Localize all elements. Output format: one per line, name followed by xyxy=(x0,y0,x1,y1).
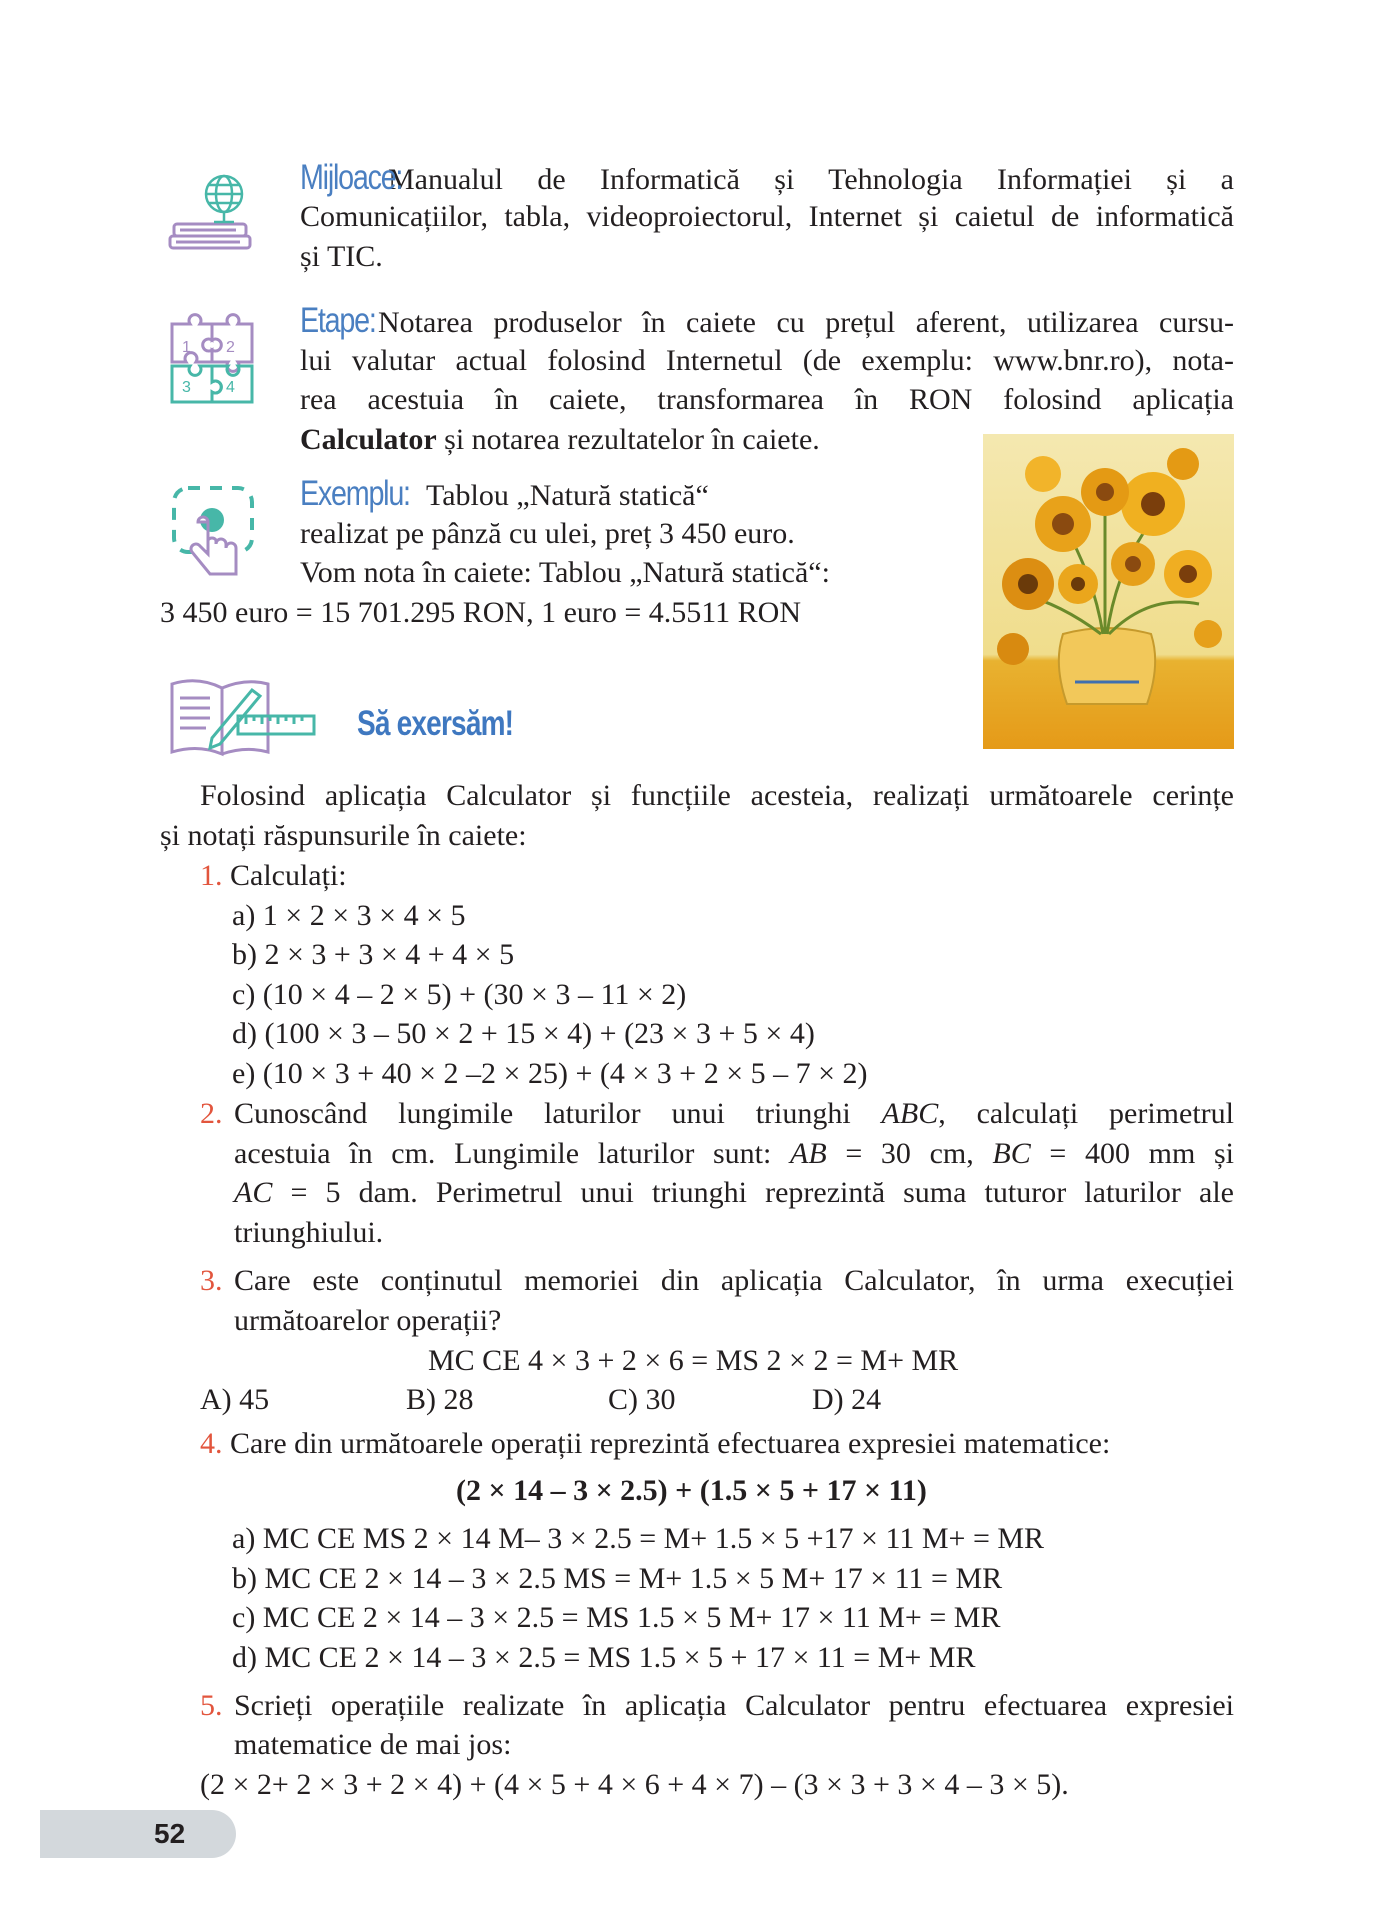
intro-line2: și notați răspunsurile în caiete: xyxy=(160,819,527,852)
svg-text:4: 4 xyxy=(226,379,235,396)
mijloace-label: Mijloace: xyxy=(300,158,403,197)
q1-heading: 1. Calculați: xyxy=(200,859,347,892)
etape-line2: lui valutar actual folosind Internetul (de exemplu: www.bnr.ro), nota- xyxy=(300,344,1234,377)
globe-books-icon xyxy=(166,170,262,262)
q2-line3: AC = 5 dam. Perimetrul unui triunghi reprezintă suma tuturor laturilor ale xyxy=(234,1176,1234,1209)
q1-item-b: b) 2 × 3 + 3 × 4 + 4 × 5 xyxy=(232,938,515,971)
q3-option-b: B) 28 xyxy=(406,1383,474,1416)
page-number-bar xyxy=(40,1810,236,1858)
q5-number-wrap xyxy=(200,1686,223,1726)
exemplu-label: Exemplu: xyxy=(300,474,410,513)
q3-option-d: D) 24 xyxy=(812,1383,882,1416)
q2-line4: triunghiului. xyxy=(234,1216,384,1249)
etape-line4: Calculator și notarea rezultatelor în caiete. xyxy=(300,423,820,456)
svg-text:1: 1 xyxy=(182,339,191,356)
q4-heading: 4. Care din următoarele operații reprezintă efectuarea expresiei matematice: xyxy=(200,1427,1111,1460)
q3-option-c: C) 30 xyxy=(608,1383,676,1416)
q1-item-e: e) (10 × 3 + 40 × 2 –2 × 25) + (4 × 3 + 2 × 5 – 7 × 2) xyxy=(232,1057,868,1090)
exemplu-line3: Vom nota în caiete: Tablou „Natură statică“: xyxy=(300,556,830,589)
touch-hand-icon xyxy=(168,482,258,592)
q3-line1: Care este conținutul memoriei din aplicația Calculator, în urma execuției xyxy=(234,1264,1234,1297)
q3-operations: MC CE 4 × 3 + 2 × 6 = MS 2 × 2 = M+ MR xyxy=(428,1344,959,1377)
mijloace-line1: Mijloace:Manualul de Informatică și Tehnologia Informației și a xyxy=(300,158,1234,197)
q3-number: 3. xyxy=(200,1264,223,1297)
q2-line1: Cunoscând lungimile laturilor unui triunghi ABC, calculați perimetrul xyxy=(234,1097,1234,1130)
svg-text:2: 2 xyxy=(226,339,235,356)
etape-line3: rea acestuia în caiete, transformarea în RON folosind aplicația xyxy=(300,383,1234,416)
q4-option-b: b) MC CE 2 × 14 – 3 × 2.5 MS = M+ 1.5 × 5 M+ 17 × 11 = MR xyxy=(232,1562,1003,1595)
exercise-heading: Să exersăm! xyxy=(357,704,514,743)
intro-line1: Folosind aplicația Calculator și funcțiile acesteia, realizați următoarele cerințe xyxy=(200,779,1234,812)
q1-item-a: a) 1 × 2 × 3 × 4 × 5 xyxy=(232,899,466,932)
q4-number: 4. xyxy=(200,1427,223,1460)
q1-item-c: c) (10 × 4 – 2 × 5) + (30 × 3 – 11 × 2) xyxy=(232,978,687,1011)
page-number: 52 xyxy=(154,1818,186,1849)
etape-label: Etape: xyxy=(300,301,376,340)
q3-line2: următoarelor operații? xyxy=(234,1304,502,1337)
puzzle-icon xyxy=(166,312,262,408)
q1-item-d: d) (100 × 3 – 50 × 2 + 15 × 4) + (23 × 3 + 5 × 4) xyxy=(232,1017,815,1050)
exemplu-line1: Exemplu: Tablou „Natură statică“ xyxy=(300,474,709,513)
mijloace-line2: Comunicațiilor, tabla, videoproiectorul, Internet și caietul de informatică xyxy=(300,200,1234,233)
q4-option-d: d) MC CE 2 × 14 – 3 × 2.5 = MS 1.5 × 5 + 17 × 11 = M+ MR xyxy=(232,1641,976,1674)
q4-option-a: a) MC CE MS 2 × 14 M– 3 × 2.5 = M+ 1.5 × 5 +17 × 11 M+ = MR xyxy=(232,1522,1045,1555)
mijloace-line3: și TIC. xyxy=(300,240,383,273)
q5-line1: Scrieți operațiile realizate în aplicația Calculator pentru efectuarea expresiei xyxy=(234,1689,1234,1722)
q2-number: 2. xyxy=(200,1097,223,1130)
exemplu-line2: realizat pe pânză cu ulei, preț 3 450 euro. xyxy=(300,517,795,550)
q2-number-wrap xyxy=(200,1094,223,1134)
etape-line1: Etape:Notarea produselor în caiete cu prețul aferent, utilizarea cursu- xyxy=(300,301,1234,340)
q3-option-a: A) 45 xyxy=(200,1383,270,1416)
q5-expression: (2 × 2+ 2 × 3 + 2 × 4) + (4 × 5 + 4 × 6 + 4 × 7) – (3 × 3 + 3 × 4 – 3 × 5). xyxy=(200,1768,1069,1801)
svg-text:3: 3 xyxy=(182,379,191,396)
q4-expression: (2 × 14 – 3 × 2.5) + (1.5 × 5 + 17 × 11) xyxy=(456,1474,927,1507)
q5-line2: matematice de mai jos: xyxy=(234,1728,512,1761)
q5-number: 5. xyxy=(200,1689,223,1722)
sunflowers-painting xyxy=(983,434,1234,749)
q2-line2: acestuia în cm. Lungimile laturilor sunt: AB = 30 cm, BC = 400 mm și xyxy=(234,1137,1234,1170)
notebook-pencil-icon xyxy=(168,676,320,760)
q3-number-wrap xyxy=(200,1261,223,1301)
exemplu-line4: 3 450 euro = 15 701.295 RON, 1 euro = 4.5511 RON xyxy=(160,596,802,629)
q4-option-c: c) MC CE 2 × 14 – 3 × 2.5 = MS 1.5 × 5 M+ 17 × 11 M+ = MR xyxy=(232,1601,1001,1634)
q1-number: 1. xyxy=(200,859,223,892)
